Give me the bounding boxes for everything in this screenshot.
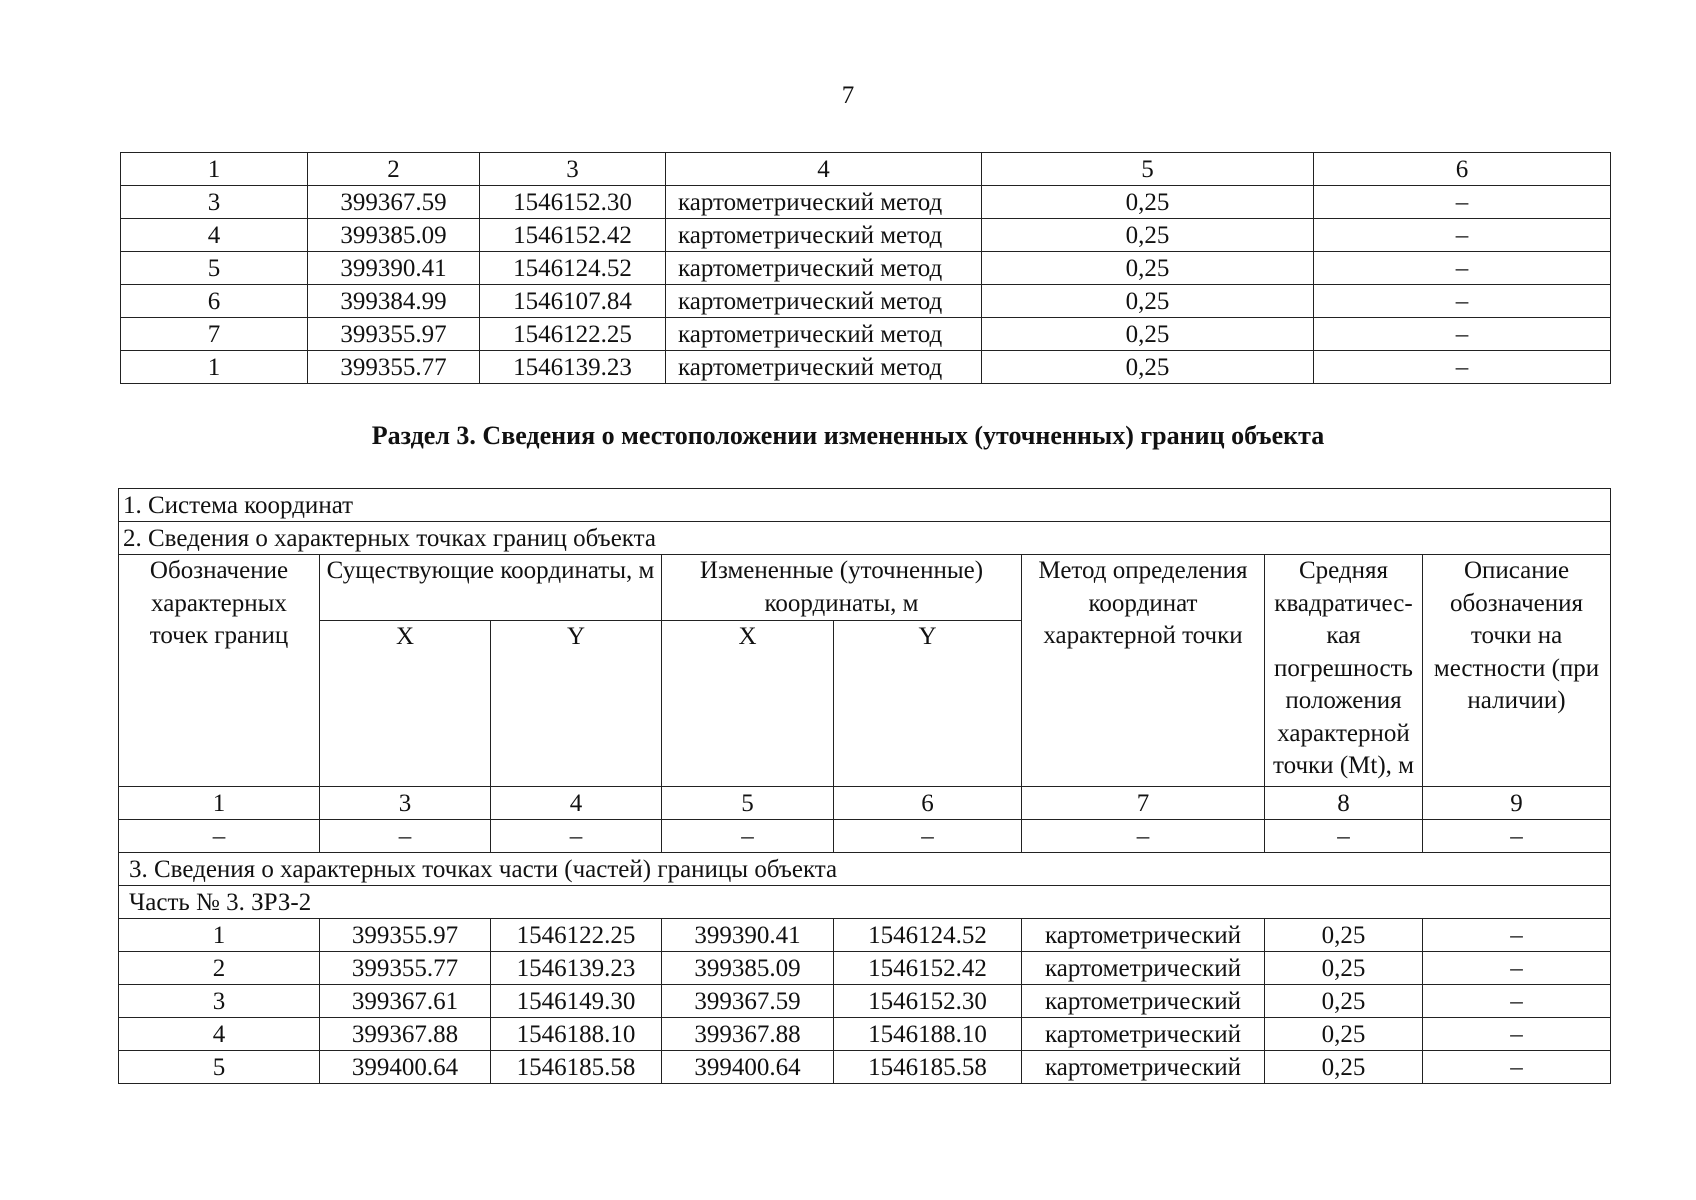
table-row — [121, 318, 1611, 351]
table-cell: 0,25 — [982, 351, 1314, 384]
parts-label-row — [119, 853, 1611, 886]
table-cell: 1546152.30 — [834, 985, 1022, 1018]
table-row — [119, 1051, 1611, 1084]
table-cell: 399355.77 — [308, 351, 480, 384]
table-row — [121, 285, 1611, 318]
table-cell: – — [1423, 952, 1611, 985]
table-cell: 0,25 — [1265, 952, 1423, 985]
empty-data-row — [119, 820, 1611, 853]
table-cell: 5 — [121, 252, 308, 285]
table-cell: 1546152.42 — [834, 952, 1022, 985]
column-number: 6 — [1314, 153, 1611, 186]
table-cell: 399355.77 — [320, 952, 491, 985]
table-row — [121, 252, 1611, 285]
table-cell: – — [1423, 1051, 1611, 1084]
table-cell: 5 — [119, 1051, 320, 1084]
table-cell: – — [119, 820, 320, 853]
table-cell: – — [1423, 1018, 1611, 1051]
table-cell: 0,25 — [1265, 985, 1423, 1018]
table-cell: картометрический — [1022, 985, 1265, 1018]
table-cell: – — [1314, 252, 1611, 285]
points-label: 2. Сведения о характерных точках границ объекта — [119, 522, 1611, 555]
table-cell: 1546139.23 — [491, 952, 662, 985]
table-cell: 0,25 — [982, 186, 1314, 219]
table-cell: картометрический — [1022, 919, 1265, 952]
table-cell: 399355.97 — [320, 919, 491, 952]
table-cell: 399367.59 — [308, 186, 480, 219]
header-changed-y: Y — [834, 621, 1022, 787]
header-method: Метод определения координат характерной точки — [1022, 555, 1265, 787]
header-changed: Измененные (уточненные) координаты, м — [662, 555, 1022, 621]
table-cell: – — [662, 820, 834, 853]
table-cell: 4 — [119, 1018, 320, 1051]
header-error: Средняя квадратичес-кая погрешность положения характерной точки (Mt), м — [1265, 555, 1423, 787]
table-cell: 0,25 — [1265, 919, 1423, 952]
column-number: 5 — [982, 153, 1314, 186]
table-cell: картометрический метод — [666, 285, 982, 318]
table-cell: 0,25 — [1265, 1018, 1423, 1051]
table-row — [121, 219, 1611, 252]
table-row — [119, 985, 1611, 1018]
table-cell: 399385.09 — [308, 219, 480, 252]
table-cell: – — [1314, 186, 1611, 219]
table-row — [121, 186, 1611, 219]
table-cell: – — [1423, 919, 1611, 952]
table-cell: – — [1314, 318, 1611, 351]
header-existing-x: X — [320, 621, 491, 787]
parts-label: 3. Сведения о характерных точках части (частей) границы объекта — [119, 853, 1611, 886]
table-cell: 1 — [119, 919, 320, 952]
table-row — [121, 351, 1611, 384]
table-cell: картометрический метод — [666, 351, 982, 384]
table-row — [119, 952, 1611, 985]
table-cell: картометрический метод — [666, 219, 982, 252]
table-cell: 2 — [119, 952, 320, 985]
column-numbers-row — [119, 787, 1611, 820]
table-cell: – — [834, 820, 1022, 853]
table-cell: 1546149.30 — [491, 985, 662, 1018]
table-cell: – — [1423, 985, 1611, 1018]
points-table-continuation — [120, 152, 1611, 384]
column-number: 4 — [491, 787, 662, 820]
table-cell: 1546122.25 — [480, 318, 666, 351]
header-designation: Обозначение характерных точек границ — [119, 555, 320, 787]
page-number: 7 — [841, 82, 855, 109]
table-cell: картометрический метод — [666, 186, 982, 219]
table-header-row — [121, 153, 1611, 186]
column-number: 2 — [308, 153, 480, 186]
column-number: 9 — [1423, 787, 1611, 820]
table-row — [119, 919, 1611, 952]
column-number: 7 — [1022, 787, 1265, 820]
table-cell: картометрический — [1022, 1051, 1265, 1084]
table-cell: 399367.88 — [320, 1018, 491, 1051]
table-cell: 0,25 — [982, 219, 1314, 252]
table-cell: 1546124.52 — [480, 252, 666, 285]
column-number: 5 — [662, 787, 834, 820]
header-changed-x: X — [662, 621, 834, 787]
points-label-row — [119, 522, 1611, 555]
table-cell: 1546185.58 — [491, 1051, 662, 1084]
table-cell: – — [320, 820, 491, 853]
table-cell: – — [1423, 820, 1611, 853]
table-cell: 399367.88 — [662, 1018, 834, 1051]
table-cell: картометрический метод — [666, 318, 982, 351]
part-name: Часть № 3. ЗРЗ-2 — [119, 886, 1611, 919]
table-cell: 1546152.30 — [480, 186, 666, 219]
table-cell: 1546185.58 — [834, 1051, 1022, 1084]
table-cell: 399385.09 — [662, 952, 834, 985]
table-cell: – — [1265, 820, 1423, 853]
header-existing: Существующие координаты, м — [320, 555, 662, 621]
table-cell: 0,25 — [982, 285, 1314, 318]
coord-system-label: 1. Система координат — [119, 489, 1611, 522]
table-cell: 1546188.10 — [834, 1018, 1022, 1051]
column-number: 1 — [121, 153, 308, 186]
table-row — [119, 1018, 1611, 1051]
table-cell: 3 — [121, 186, 308, 219]
table-cell: 399400.64 — [320, 1051, 491, 1084]
column-number: 3 — [480, 153, 666, 186]
table-cell: 399400.64 — [662, 1051, 834, 1084]
table-cell: картометрический — [1022, 952, 1265, 985]
column-number: 3 — [320, 787, 491, 820]
header-description: Описание обозначения точки на местности (при наличии) — [1423, 555, 1611, 787]
table-cell: 399367.61 — [320, 985, 491, 1018]
table-cell: 399367.59 — [662, 985, 834, 1018]
table-cell: 1 — [121, 351, 308, 384]
coord-system-row — [119, 489, 1611, 522]
column-number: 4 — [666, 153, 982, 186]
table-cell: 1546122.25 — [491, 919, 662, 952]
table-cell: 0,25 — [982, 318, 1314, 351]
table-cell: 0,25 — [982, 252, 1314, 285]
table-cell: 3 — [119, 985, 320, 1018]
column-number: 6 — [834, 787, 1022, 820]
header-existing-y: Y — [491, 621, 662, 787]
table-cell: 1546152.42 — [480, 219, 666, 252]
column-number: 8 — [1265, 787, 1423, 820]
table-cell: 0,25 — [1265, 1051, 1423, 1084]
table-cell: 7 — [121, 318, 308, 351]
table-cell: 399384.99 — [308, 285, 480, 318]
table-cell: 6 — [121, 285, 308, 318]
table-cell: картометрический метод — [666, 252, 982, 285]
table-cell: 399390.41 — [308, 252, 480, 285]
table-cell: – — [1314, 351, 1611, 384]
table-cell: 4 — [121, 219, 308, 252]
table-cell: 1546139.23 — [480, 351, 666, 384]
table-cell: 1546124.52 — [834, 919, 1022, 952]
table-cell: – — [1314, 285, 1611, 318]
table-cell: – — [1314, 219, 1611, 252]
boundary-points-table — [118, 488, 1611, 1084]
section-title: Раздел 3. Сведения о местоположении измененных (уточненных) границ объекта — [371, 421, 1325, 450]
header-row-1 — [119, 555, 1611, 621]
table-cell: 399390.41 — [662, 919, 834, 952]
table-cell: 1546107.84 — [480, 285, 666, 318]
table-cell: 399355.97 — [308, 318, 480, 351]
table-cell: – — [491, 820, 662, 853]
table-cell: – — [1022, 820, 1265, 853]
table-cell: картометрический — [1022, 1018, 1265, 1051]
part-name-row — [119, 886, 1611, 919]
column-number: 1 — [119, 787, 320, 820]
table-cell: 1546188.10 — [491, 1018, 662, 1051]
